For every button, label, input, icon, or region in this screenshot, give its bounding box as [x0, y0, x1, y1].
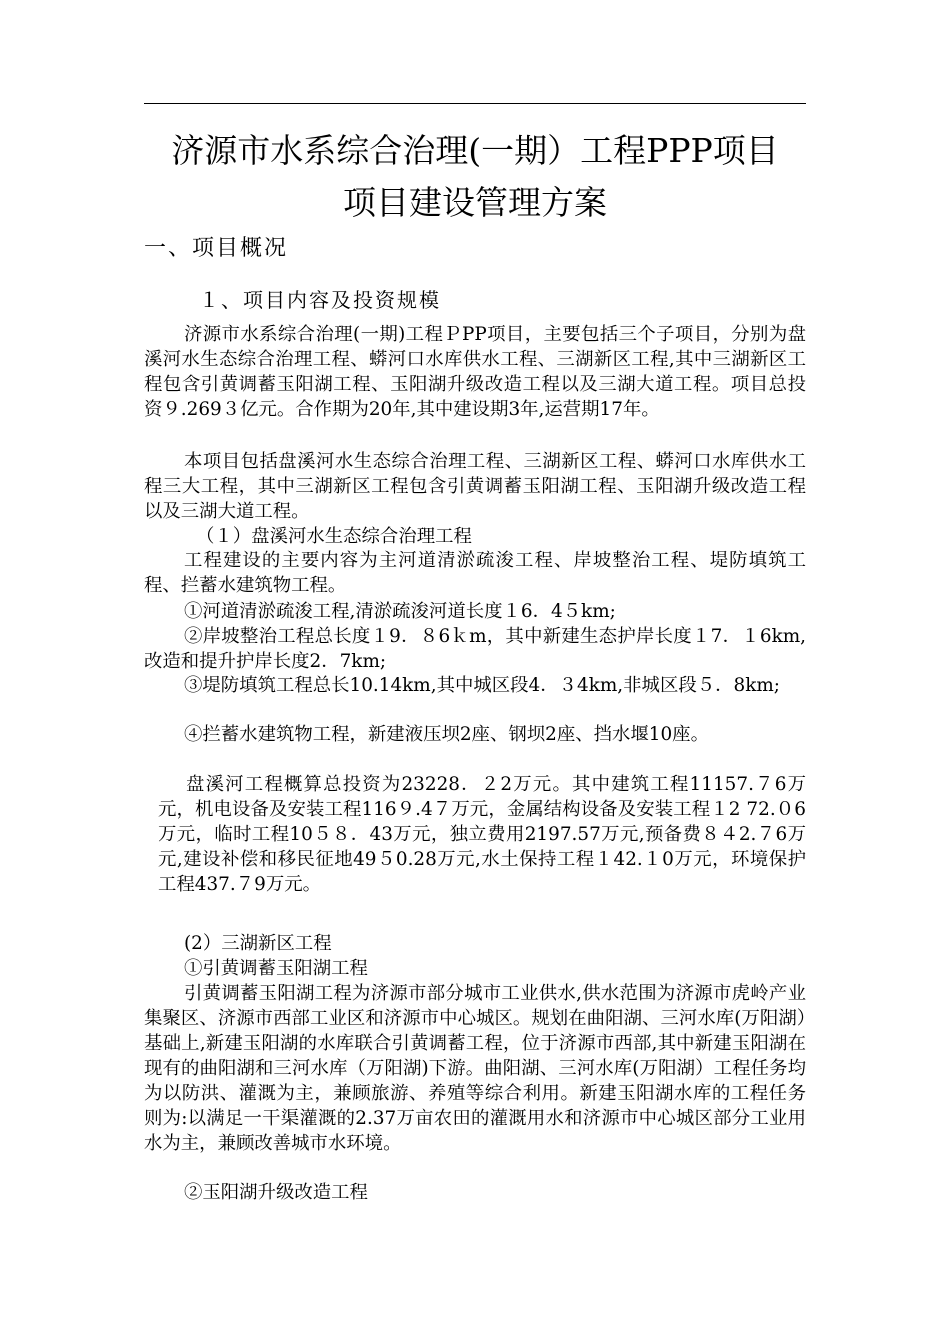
heading-yuyang-lake-upgrade: ②玉阳湖升级改造工程: [184, 1182, 368, 1203]
paragraph-panxi-construction-content: 工程建设的主要内容为主河道清淤疏浚工程、岸坡整治工程、堤防填筑工程、拦蓄水建筑物工程。: [144, 550, 806, 596]
document-title-line-2: 项目建设管理方案: [343, 183, 607, 222]
paragraph-project-summary: 济源市水系综合治理(一期)工程ＰPP项目，主要包括三个子项目，分别为盘溪河水生态综合治理工程、蟒河口水库供水工程、三湖新区工程,其中三湖新区工程包含引黄调蓄玉阳湖工程、玉阳湖升级改造工程以及三湖大道工程。项目总投资９.269３亿元。合作期为20年,其中建设期3年,运营期17年。: [144, 324, 806, 420]
paragraph-yuyang-lake-storage: 引黄调蓄玉阳湖工程为济源市部分城市工业供水,供水范围为济源市虎岭产业集聚区、济源市西部工业区和济源市中心城区。规划在曲阳湖、三河水库(万阳湖）基础上,新建玉阳湖的水库联合引黄调蓄工程，位于济源市西部,其中新建玉阳湖在现有的曲阳湖和三河水库（万阳湖)下游。曲阳湖、三河水库(万阳湖）工程任务均为以防洪、灌溉为主，兼顾旅游、养殖等综合利用。新建玉阳湖水库的工程任务则为:以满足一干渠灌溉的2.37万亩农田的灌溉用水和济源市中心城区部分工业用水为主，兼顾改善城市水环境。: [144, 983, 806, 1154]
paragraph-project-scope: 本项目包括盘溪河水生态综合治理工程、三湖新区工程、蟒河口水库供水工程三大工程，其中三湖新区工程包含引黄调蓄玉阳湖工程、玉阳湖升级改造工程以及三湖大道工程。: [144, 451, 806, 522]
list-item-water-retaining-structures: ④拦蓄水建筑物工程，新建液压坝2座、钢坝2座、挡水堰10座。: [184, 724, 709, 745]
list-item-bank-slope: ②岸坡整治工程总长度１9．８6ｋm，其中新建生态护岸长度１7．１6km,改造和提升护岸长度2．7km;: [144, 626, 806, 672]
header-rule: [144, 103, 806, 104]
paragraph-panxi-budget: 盘溪河工程概算总投资为23228．２2万元。其中建筑工程11157.７6万元，机电设备及安装工程116９.4７万元，金属结构设备及安装工程１2 72.０6万元，临时工程10５８．43万元，独立费用2197.57万元,预备费８４2.７6万元,建设补偿和移民征地49５0.28万元,水土保持工程１42.１0万元，环境保护工程437.７9万元。: [158, 774, 806, 895]
heading-panxi-river-project: （１）盘溪河水生态综合治理工程: [196, 526, 472, 547]
list-item-dredging: ①河道清淤疏浚工程,清淤疏浚河道长度１6．4５km;: [184, 601, 616, 622]
subsection-heading-content-and-investment: １、项目内容及投资规模: [199, 288, 441, 312]
section-heading-project-overview: 一、项目概况: [144, 236, 289, 261]
list-item-embankment: ③堤防填筑工程总长10.14km,其中城区段4．３4km,非城区段５．8km;: [184, 675, 780, 696]
heading-sanhu-new-district: (2）三湖新区工程: [184, 933, 332, 954]
document-title-line-1: 济源市水系综合治理(一期）工程PPP项目: [171, 131, 779, 170]
heading-yuyang-lake-storage: ①引黄调蓄玉阳湖工程: [184, 958, 368, 979]
